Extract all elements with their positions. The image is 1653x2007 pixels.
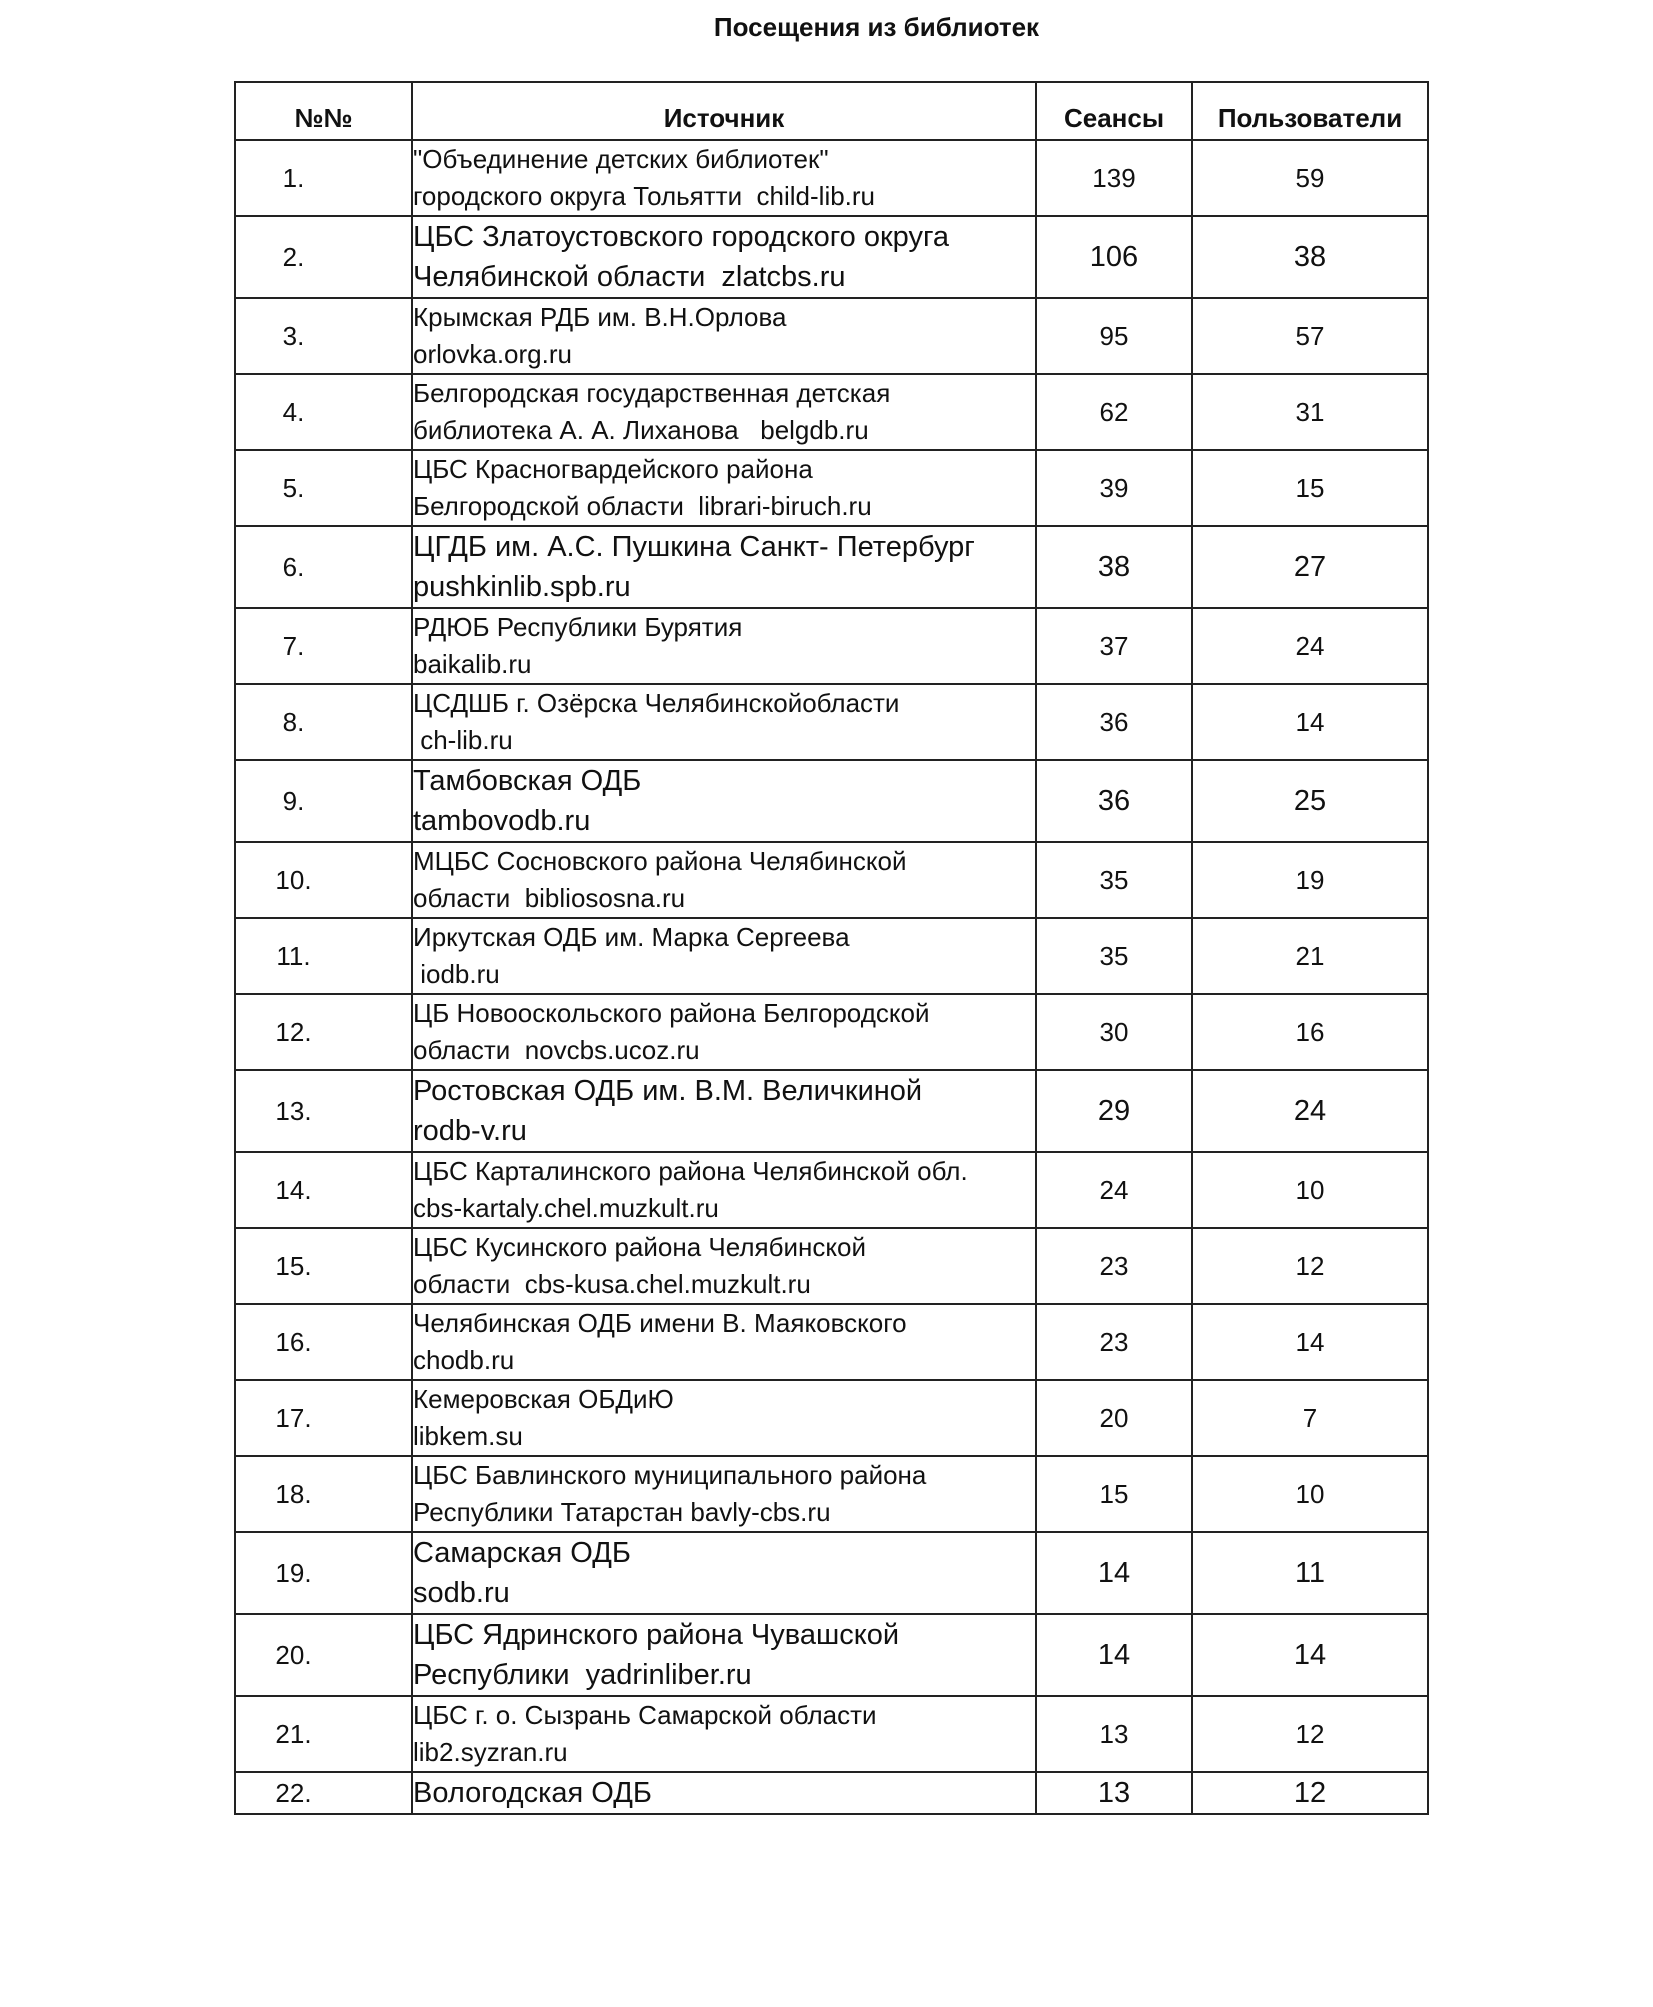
- table-row: [235, 140, 1428, 216]
- sessions-cell: 14: [1036, 1614, 1192, 1696]
- users-cell: 12: [1192, 1228, 1428, 1304]
- sessions-cell: 35: [1036, 918, 1192, 994]
- sessions-cell: 24: [1036, 1152, 1192, 1228]
- sessions-cell: 38: [1036, 526, 1192, 608]
- users-cell: 16: [1192, 994, 1428, 1070]
- users-cell: 25: [1192, 760, 1428, 842]
- table-row: [235, 1070, 1428, 1152]
- source-cell: [412, 1614, 1036, 1696]
- row-number: 20.: [275, 1639, 312, 1670]
- source-name-line: Белгородская государственная детская: [413, 378, 891, 408]
- users-cell: 10: [1192, 1152, 1428, 1228]
- row-number: 8.: [282, 706, 305, 737]
- users-cell: 38: [1192, 216, 1428, 298]
- row-number-cell: [235, 842, 412, 918]
- table-row: [235, 842, 1428, 918]
- source-name-line: МЦБС Сосновского района Челябинской: [413, 846, 907, 876]
- source-name-line: Челябинская ОДБ имени В. Маяковского: [413, 1308, 907, 1338]
- users-cell: 11: [1192, 1532, 1428, 1614]
- users-cell: 27: [1192, 526, 1428, 608]
- row-number-cell: [235, 1696, 412, 1772]
- row-number: 4.: [282, 396, 305, 427]
- users-cell: 14: [1192, 1614, 1428, 1696]
- row-number: 19.: [275, 1557, 312, 1588]
- table-row: [235, 608, 1428, 684]
- source-cell: [412, 298, 1036, 374]
- row-number-cell: [235, 140, 412, 216]
- source-site-line: chodb.ru: [413, 1345, 515, 1375]
- table-row: [235, 216, 1428, 298]
- row-number-cell: [235, 1070, 412, 1152]
- sessions-cell: 15: [1036, 1456, 1192, 1532]
- sessions-cell: 23: [1036, 1304, 1192, 1380]
- users-cell: 24: [1192, 1070, 1428, 1152]
- table-row: [235, 1696, 1428, 1772]
- users-cell: 19: [1192, 842, 1428, 918]
- row-number-cell: [235, 1380, 412, 1456]
- table-row: [235, 1456, 1428, 1532]
- source-name-line: Самарская ОДБ: [413, 1537, 631, 1569]
- document-title: Посещения из библиотек: [713, 12, 1040, 42]
- source-name-line: Ростовская ОДБ им. В.М. Величкиной: [413, 1075, 923, 1107]
- source-cell: [412, 994, 1036, 1070]
- source-site-line: библиотека А. А. Лиханова belgdb.ru: [413, 415, 869, 445]
- table-row: [235, 1614, 1428, 1696]
- row-number: 2.: [282, 241, 305, 272]
- source-site-line: libkem.su: [413, 1421, 523, 1451]
- library-visits-table: [234, 81, 1429, 1815]
- row-number-cell: [235, 526, 412, 608]
- table-row: [235, 1152, 1428, 1228]
- row-number-cell: [235, 374, 412, 450]
- row-number-cell: [235, 918, 412, 994]
- source-site-line: Челябинской области zlatcbs.ru: [413, 261, 846, 293]
- source-site-line: области bibliososna.ru: [413, 883, 686, 913]
- row-number-cell: [235, 684, 412, 760]
- users-cell: 14: [1192, 684, 1428, 760]
- source-site-line: ch-lib.ru: [413, 725, 513, 755]
- sessions-cell: 13: [1036, 1772, 1192, 1814]
- source-site-line: tambovodb.ru: [413, 805, 591, 837]
- source-cell: [412, 450, 1036, 526]
- source-name-line: ЦБС Карталинского района Челябинской обл.: [413, 1156, 968, 1186]
- row-number-cell: [235, 994, 412, 1070]
- source-cell: [412, 608, 1036, 684]
- users-cell: 7: [1192, 1380, 1428, 1456]
- source-site-line: cbs-kartaly.chel.muzkult.ru: [413, 1193, 719, 1223]
- table-row: [235, 918, 1428, 994]
- sessions-cell: 29: [1036, 1070, 1192, 1152]
- row-number: 22.: [275, 1777, 312, 1808]
- sessions-cell: 30: [1036, 994, 1192, 1070]
- table-row: [235, 684, 1428, 760]
- source-cell: [412, 684, 1036, 760]
- source-site-line: Белгородской области librari-biruch.ru: [413, 491, 872, 521]
- sessions-cell: 23: [1036, 1228, 1192, 1304]
- row-number: 7.: [282, 630, 305, 661]
- row-number: 11.: [276, 940, 311, 971]
- row-number: 17.: [275, 1402, 312, 1433]
- row-number: 10.: [275, 864, 312, 895]
- sessions-cell: 20: [1036, 1380, 1192, 1456]
- users-cell: 31: [1192, 374, 1428, 450]
- source-name-line: ЦБС Кусинского района Челябинской: [413, 1232, 867, 1262]
- row-number-cell: [235, 1304, 412, 1380]
- row-number: 16.: [275, 1326, 312, 1357]
- source-cell: [412, 140, 1036, 216]
- row-number: 12.: [275, 1016, 312, 1047]
- sessions-cell: 37: [1036, 608, 1192, 684]
- row-number-cell: [235, 216, 412, 298]
- table-row: [235, 1772, 1428, 1814]
- sessions-cell: 62: [1036, 374, 1192, 450]
- row-number: 1.: [282, 162, 305, 193]
- source-cell: [412, 1152, 1036, 1228]
- table-row: [235, 1380, 1428, 1456]
- row-number: 6.: [282, 551, 305, 582]
- table-row: [235, 994, 1428, 1070]
- header-source: Источник: [412, 82, 1036, 140]
- source-cell: [412, 216, 1036, 298]
- source-site-line: lib2.syzran.ru: [413, 1737, 568, 1767]
- source-cell: [412, 374, 1036, 450]
- row-number: 9.: [282, 785, 305, 816]
- source-cell: [412, 1696, 1036, 1772]
- source-cell: [412, 918, 1036, 994]
- row-number: 18.: [275, 1478, 312, 1509]
- source-name-line: Крымская РДБ им. В.Н.Орлова: [413, 302, 787, 332]
- row-number: 13.: [275, 1095, 312, 1126]
- table-row: [235, 526, 1428, 608]
- source-name-line: ЦСДШБ г. Озёрска Челябинскойобласти: [413, 688, 900, 718]
- source-cell: [412, 1070, 1036, 1152]
- table-row: [235, 1304, 1428, 1380]
- source-site-line: sodb.ru: [413, 1577, 510, 1609]
- sessions-cell: 36: [1036, 760, 1192, 842]
- sessions-cell: 139: [1036, 140, 1192, 216]
- users-cell: 15: [1192, 450, 1428, 526]
- source-cell: [412, 1532, 1036, 1614]
- row-number: 5.: [282, 472, 305, 503]
- source-site-line: baikalib.ru: [413, 649, 532, 679]
- users-cell: 12: [1192, 1696, 1428, 1772]
- source-site-line: orlovka.org.ru: [413, 339, 572, 369]
- users-cell: 59: [1192, 140, 1428, 216]
- sessions-cell: 39: [1036, 450, 1192, 526]
- source-name-line: Вологодская ОДБ: [413, 1777, 652, 1809]
- sessions-cell: 35: [1036, 842, 1192, 918]
- users-cell: 24: [1192, 608, 1428, 684]
- source-site-line: pushkinlib.spb.ru: [413, 571, 631, 603]
- source-name-line: Тамбовская ОДБ: [413, 765, 642, 797]
- source-cell: [412, 760, 1036, 842]
- row-number-cell: [235, 450, 412, 526]
- users-cell: 14: [1192, 1304, 1428, 1380]
- source-name-line: РДЮБ Республики Бурятия: [413, 612, 743, 642]
- users-cell: 12: [1192, 1772, 1428, 1814]
- header-sessions: Сеансы: [1036, 82, 1192, 140]
- table-row: [235, 450, 1428, 526]
- row-number-cell: [235, 298, 412, 374]
- table-row: [235, 374, 1428, 450]
- source-cell: [412, 1304, 1036, 1380]
- sessions-cell: 13: [1036, 1696, 1192, 1772]
- source-cell: [412, 1228, 1036, 1304]
- source-name-line: ЦБС Ядринского района Чувашской: [413, 1619, 900, 1651]
- source-name-line: ЦБС г. о. Сызрань Самарской области: [413, 1700, 877, 1730]
- users-cell: 10: [1192, 1456, 1428, 1532]
- source-name-line: Кемеровская ОБДиЮ: [413, 1384, 674, 1414]
- users-cell: 57: [1192, 298, 1428, 374]
- users-cell: 21: [1192, 918, 1428, 994]
- row-number-cell: [235, 608, 412, 684]
- source-cell: [412, 1380, 1036, 1456]
- table-body: [235, 140, 1428, 1814]
- source-name-line: ЦБС Златоустовского городского округа: [413, 221, 950, 253]
- source-cell: [412, 526, 1036, 608]
- source-site-line: городского округа Тольятти child-lib.ru: [413, 181, 876, 211]
- header-num: №№: [235, 82, 412, 140]
- source-name-line: ЦБ Новооскольского района Белгородской: [413, 998, 930, 1028]
- sessions-cell: 106: [1036, 216, 1192, 298]
- source-site-line: Республики yadrinliber.ru: [413, 1659, 752, 1691]
- row-number: 15.: [275, 1250, 312, 1281]
- row-number-cell: [235, 1532, 412, 1614]
- source-site-line: области cbs-kusa.chel.muzkult.ru: [413, 1269, 811, 1299]
- source-name-line: ЦБС Красногвардейского района: [413, 454, 813, 484]
- table-row: [235, 1532, 1428, 1614]
- sessions-cell: 95: [1036, 298, 1192, 374]
- source-cell: [412, 842, 1036, 918]
- row-number-cell: [235, 760, 412, 842]
- row-number-cell: [235, 1456, 412, 1532]
- table-row: [235, 760, 1428, 842]
- source-cell: [412, 1456, 1036, 1532]
- table-header-row: [235, 82, 1428, 140]
- source-site-line: области novcbs.ucoz.ru: [413, 1035, 700, 1065]
- row-number-cell: [235, 1614, 412, 1696]
- source-name-line: "Объединение детских библиотек": [413, 144, 829, 174]
- header-users: Пользователи: [1192, 82, 1428, 140]
- sessions-cell: 36: [1036, 684, 1192, 760]
- row-number: 21.: [275, 1718, 312, 1749]
- row-number: 3.: [282, 320, 305, 351]
- source-site-line: rodb-v.ru: [413, 1115, 527, 1147]
- source-site-line: Республики Татарстан bavly-cbs.ru: [413, 1497, 831, 1527]
- source-site-line: iodb.ru: [413, 959, 500, 989]
- source-name-line: Иркутская ОДБ им. Марка Сергеева: [413, 922, 850, 952]
- row-number-cell: [235, 1772, 412, 1814]
- row-number: 14.: [275, 1174, 312, 1205]
- source-name-line: ЦГДБ им. А.С. Пушкина Санкт- Петербург: [413, 531, 975, 563]
- source-name-line: ЦБС Бавлинского муниципального района: [413, 1460, 927, 1490]
- row-number-cell: [235, 1152, 412, 1228]
- sessions-cell: 14: [1036, 1532, 1192, 1614]
- table-row: [235, 298, 1428, 374]
- row-number-cell: [235, 1228, 412, 1304]
- table-row: [235, 1228, 1428, 1304]
- source-cell: [412, 1772, 1036, 1814]
